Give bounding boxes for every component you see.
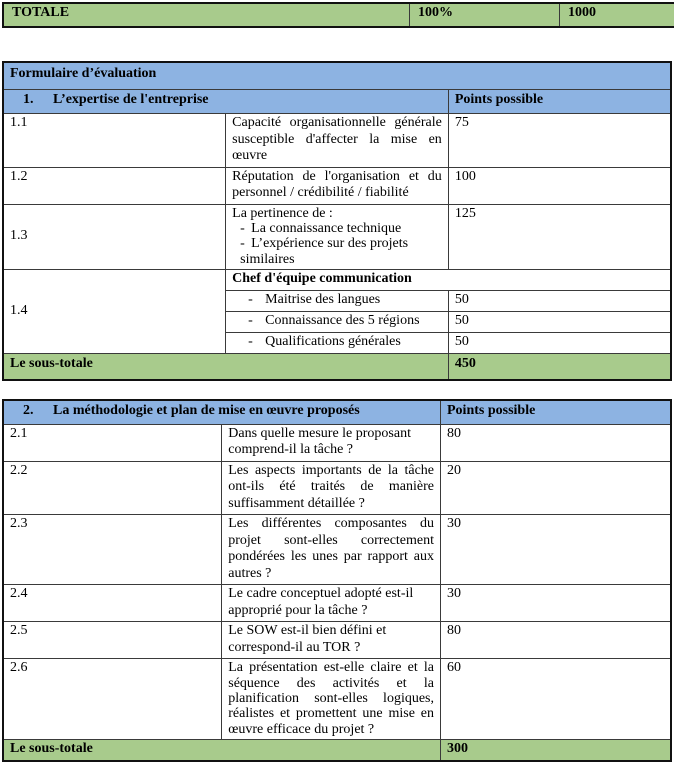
dash-bullet: - (240, 221, 251, 236)
criterion-cell: Le SOW est-il bien défini et correspond-il au TOR ? (222, 622, 441, 659)
points-cell: 50 (448, 290, 671, 311)
table-row (3, 515, 671, 585)
subtotal-row (3, 353, 671, 380)
points-cell: 50 (448, 311, 671, 332)
dash-bullet: - (248, 313, 265, 330)
table-row (3, 622, 671, 659)
table-row (3, 114, 671, 168)
criterion-cell (226, 311, 449, 332)
list-item (232, 221, 442, 236)
criterion-cell: Le cadre conceptuel adopté est-il approprié pour la tâche ? (222, 585, 441, 622)
methodology-table (2, 399, 672, 762)
subtotal-label: Le sous-totale (3, 740, 441, 761)
section-number: 1. (10, 92, 53, 109)
form-title-row (3, 62, 671, 90)
totals-table (2, 2, 674, 28)
row-number-cell: 2.4 (3, 585, 222, 622)
row-number-cell: 1.1 (3, 114, 226, 168)
table-row (3, 270, 671, 291)
criterion-cell: Les différentes composantes du projet sont-elles correctement pondérées les unes par rapport aux autres ? (222, 515, 441, 585)
points-cell: 30 (441, 585, 672, 622)
section1-header-row (3, 90, 671, 114)
table-row (3, 167, 671, 204)
section2-title-cell (3, 400, 441, 425)
section1-title-cell (3, 90, 448, 114)
points-cell: 80 (441, 424, 672, 461)
row-number-cell: 2.6 (3, 659, 222, 740)
row-number-cell: 1.2 (3, 167, 226, 204)
totals-row (3, 3, 674, 27)
points-cell: 50 (448, 332, 671, 353)
table-row (3, 585, 671, 622)
dash-bullet: - (240, 236, 251, 251)
row-number-cell: 2.1 (3, 424, 222, 461)
row-number-cell: 2.3 (3, 515, 222, 585)
row-number-cell: 2.2 (3, 461, 222, 515)
criterion-cell (226, 332, 449, 353)
totals-percent-cell: 100% (410, 3, 560, 27)
list-item-text: Qualifications générales (265, 334, 401, 349)
section1-title: L’expertise de l'entreprise (53, 92, 209, 107)
criterion-cell (226, 204, 449, 270)
subtotal-label: Le sous-totale (3, 353, 448, 380)
list-item (232, 236, 442, 267)
points-cell: 30 (441, 515, 672, 585)
dash-bullet: - (248, 334, 265, 351)
points-possible-header: Points possible (441, 400, 672, 425)
subtotal-points: 450 (448, 353, 671, 380)
row-number-cell: 1.3 (3, 204, 226, 270)
section2-title: La méthodologie et plan de mise en œuvre proposés (53, 403, 360, 418)
points-cell: 20 (441, 461, 672, 515)
criterion-cell: La présentation est-elle claire et la séquence des activités et la planification sont-elles logiques, réalistes et promettent une mise en œuvre efficace du projet ? (222, 659, 441, 740)
table-row (3, 659, 671, 740)
subtotal-points: 300 (441, 740, 672, 761)
list-item-text: Connaissance des 5 régions (265, 313, 419, 328)
section2-header-row (3, 400, 671, 425)
table-row (3, 204, 671, 270)
points-cell: 60 (441, 659, 672, 740)
points-cell: 80 (441, 622, 672, 659)
dash-bullet: - (248, 292, 265, 309)
criterion-cell (226, 290, 449, 311)
subtotal-row (3, 740, 671, 761)
list-item-text: Maitrise des langues (265, 292, 380, 307)
row-number-cell: 2.5 (3, 622, 222, 659)
criterion-lead: La pertinence de : (232, 206, 442, 221)
criterion-cell: Réputation de l'organisation et du personnel / crédibilité / fiabilité (226, 167, 449, 204)
criterion-cell: Capacité organisationnelle générale susceptible d'affecter la mise en œuvre (226, 114, 449, 168)
row-number-cell: 1.4 (3, 270, 226, 354)
list-item-text: La connaissance technique (251, 221, 401, 236)
table-row (3, 461, 671, 515)
points-cell: 125 (448, 204, 671, 270)
list-item-text: L’expérience sur des projets similaires (240, 236, 408, 266)
section-number: 2. (10, 403, 53, 420)
totals-points-cell: 1000 (560, 3, 674, 27)
table-row (3, 424, 671, 461)
totals-label-cell: TOTALE (3, 3, 410, 27)
evaluation-form-table (2, 61, 672, 381)
points-cell: 100 (448, 167, 671, 204)
criterion-cell: Dans quelle mesure le proposant comprend-il la tâche ? (222, 424, 441, 461)
points-possible-header: Points possible (448, 90, 671, 114)
subcategory-header-cell: Chef d'équipe communication (226, 270, 671, 291)
form-title: Formulaire d’évaluation (3, 62, 671, 90)
points-cell: 75 (448, 114, 671, 168)
criterion-cell: Les aspects importants de la tâche ont-ils été traités de manière suffisamment détaillée ? (222, 461, 441, 515)
